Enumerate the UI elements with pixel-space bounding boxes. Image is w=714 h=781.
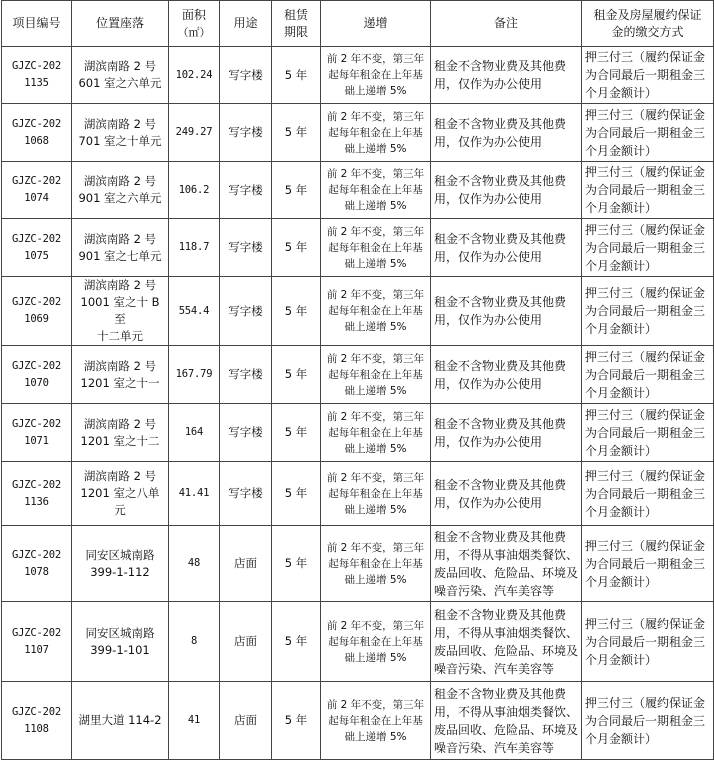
increase-cell: 前 2 年不变，第三年起每年租金在上年基础上递增 5% [321, 462, 431, 526]
project-code-prefix: GJZC-202 [12, 548, 61, 561]
table-row [2, 162, 714, 219]
table-row [2, 682, 714, 760]
project-code-suffix: 1078 [24, 565, 49, 578]
remark-cell: 租金不含物业费及其他费用，不得从事油烟类餐饮、废品回收、危险品、环境及噪音污染、汽车美容等 [431, 682, 582, 760]
increase-cell: 前 2 年不变，第三年起每年租金在上年基础上递增 5% [321, 526, 431, 602]
header-deposit: 租金及房屋履约保证金的缴交方式 [582, 1, 714, 47]
area-cell: 118.7 [169, 219, 220, 277]
location-line-2: 399-1-101 [90, 642, 150, 657]
location-line-3: 十二单元 [97, 329, 143, 343]
project-code-cell [2, 602, 72, 682]
remark-cell: 租金不含物业费及其他费用，仅作为办公使用 [431, 462, 582, 526]
deposit-cell: 押三付三（履约保证金为合同最后一期租金三个月金额计） [582, 346, 714, 404]
location-line-2: 701 室之十单元 [78, 133, 162, 148]
table-row [2, 404, 714, 462]
header-code: 项目编号 [2, 1, 72, 47]
project-code-suffix: 1069 [24, 313, 49, 325]
location-line-1: 湖滨南路 2 号 [83, 59, 157, 73]
location-line-2: 1201 室之十一 [80, 375, 160, 390]
usage-cell: 店面 [220, 602, 272, 682]
remark-cell: 租金不含物业费及其他费用，仅作为办公使用 [431, 219, 582, 277]
increase-cell: 前 2 年不变，第三年起每年租金在上年基础上递增 5% [321, 104, 431, 162]
table-row [2, 277, 714, 346]
deposit-cell: 押三付三（履约保证金为合同最后一期租金三个月金额计） [582, 162, 714, 219]
location-line-1: 湖滨南路 2 号 [83, 358, 157, 373]
usage-cell: 写字楼 [220, 104, 272, 162]
table-row [2, 346, 714, 404]
location-line-1: 湖滨南路 2 号 [83, 469, 157, 483]
location-cell [72, 682, 169, 760]
area-cell: 167.79 [169, 346, 220, 404]
area-cell: 48 [169, 526, 220, 602]
area-cell: 249.27 [169, 104, 220, 162]
term-cell: 5 年 [272, 404, 321, 462]
area-cell: 41.41 [169, 462, 220, 526]
project-code-cell [2, 404, 72, 462]
area-cell: 8 [169, 602, 220, 682]
table-row [2, 47, 714, 104]
project-code-prefix: GJZC-202 [12, 232, 61, 245]
location-line-1: 湖滨南路 2 号 [83, 416, 157, 431]
location-line-1: 同安区城南路 [85, 547, 155, 562]
term-cell: 5 年 [272, 104, 321, 162]
lease-table [1, 0, 714, 760]
area-cell: 41 [169, 682, 220, 760]
project-code-prefix: GJZC-202 [12, 705, 61, 718]
table-row [2, 602, 714, 682]
term-cell: 5 年 [272, 277, 321, 346]
header-remark: 备注 [431, 1, 582, 47]
header-row [2, 1, 714, 47]
location-line-1: 同安区城南路 [85, 625, 155, 640]
project-code-suffix: 1075 [24, 249, 49, 262]
project-code-suffix: 1108 [24, 722, 49, 735]
deposit-cell: 押三付三（履约保证金为合同最后一期租金三个月金额计） [582, 526, 714, 602]
term-cell: 5 年 [272, 219, 321, 277]
header-usage: 用途 [220, 1, 272, 47]
term-cell: 5 年 [272, 162, 321, 219]
location-cell [72, 404, 169, 462]
location-cell [72, 277, 169, 346]
project-code-cell [2, 346, 72, 404]
usage-cell: 写字楼 [220, 462, 272, 526]
term-cell: 5 年 [272, 346, 321, 404]
location-line-2: 399-1-112 [90, 564, 150, 579]
project-code-suffix: 1107 [24, 643, 49, 656]
usage-cell: 写字楼 [220, 162, 272, 219]
deposit-cell: 押三付三（履约保证金为合同最后一期租金三个月金额计） [582, 462, 714, 526]
increase-cell: 前 2 年不变，第三年起每年租金在上年基础上递增 5% [321, 346, 431, 404]
area-cell: 554.4 [169, 277, 220, 346]
location-cell [72, 346, 169, 404]
usage-cell: 写字楼 [220, 47, 272, 104]
term-cell: 5 年 [272, 682, 321, 760]
usage-cell: 店面 [220, 682, 272, 760]
location-cell [72, 462, 169, 526]
project-code-cell [2, 219, 72, 277]
deposit-cell: 押三付三（履约保证金为合同最后一期租金三个月金额计） [582, 47, 714, 104]
location-line-1: 湖里大道 114-2 [78, 713, 162, 727]
location-cell [72, 526, 169, 602]
location-cell [72, 219, 169, 277]
location-line-2: 1201 室之八单 [80, 486, 160, 500]
increase-cell: 前 2 年不变，第三年起每年租金在上年基础上递增 5% [321, 162, 431, 219]
location-cell [72, 602, 169, 682]
area-cell: 164 [169, 404, 220, 462]
project-code-prefix: GJZC-202 [12, 60, 61, 72]
deposit-cell: 押三付三（履约保证金为合同最后一期租金三个月金额计） [582, 682, 714, 760]
project-code-prefix: GJZC-202 [12, 417, 61, 430]
remark-cell: 租金不含物业费及其他费用，不得从事油烟类餐饮、废品回收、危险品、环境及噪音污染、汽车美容等 [431, 602, 582, 682]
term-cell: 5 年 [272, 526, 321, 602]
remark-cell: 租金不含物业费及其他费用，仅作为办公使用 [431, 47, 582, 104]
remark-cell: 租金不含物业费及其他费用，仅作为办公使用 [431, 404, 582, 462]
increase-cell: 前 2 年不变，第三年起每年租金在上年基础上递增 5% [321, 277, 431, 346]
table-row [2, 462, 714, 526]
location-line-2: 901 室之七单元 [78, 248, 162, 263]
location-line-1: 湖滨南路 2 号 [83, 231, 157, 246]
usage-cell: 写字楼 [220, 404, 272, 462]
header-term-line2: 期限 [283, 24, 308, 39]
project-code-prefix: GJZC-202 [12, 359, 61, 372]
area-cell: 106.2 [169, 162, 220, 219]
project-code-suffix: 1074 [24, 192, 49, 204]
project-code-cell [2, 104, 72, 162]
deposit-cell: 押三付三（履约保证金为合同最后一期租金三个月金额计） [582, 277, 714, 346]
deposit-cell: 押三付三（履约保证金为合同最后一期租金三个月金额计） [582, 219, 714, 277]
remark-cell: 租金不含物业费及其他费用，仅作为办公使用 [431, 277, 582, 346]
project-code-cell [2, 47, 72, 104]
increase-cell: 前 2 年不变，第三年起每年租金在上年基础上递增 5% [321, 682, 431, 760]
header-term [272, 1, 321, 47]
header-area-label: 面积 [181, 7, 206, 22]
usage-cell: 写字楼 [220, 277, 272, 346]
table-row [2, 526, 714, 602]
header-location: 位置座落 [72, 1, 169, 47]
location-line-2: 901 室之六单元 [78, 191, 162, 205]
table-body [2, 47, 714, 760]
remark-cell: 租金不含物业费及其他费用，仅作为办公使用 [431, 346, 582, 404]
table-row [2, 219, 714, 277]
term-cell: 5 年 [272, 602, 321, 682]
project-code-cell [2, 526, 72, 602]
location-cell [72, 47, 169, 104]
project-code-prefix: GJZC-202 [12, 478, 61, 491]
project-code-suffix: 1071 [24, 434, 49, 447]
usage-cell: 店面 [220, 526, 272, 602]
location-line-1: 湖滨南路 2 号 [83, 116, 157, 131]
remark-cell: 租金不含物业费及其他费用，不得从事油烟类餐饮、废品回收、危险品、环境及噪音污染、汽车美容等 [431, 526, 582, 602]
location-line-2: 601 室之六单元 [78, 76, 162, 90]
remark-cell: 租金不含物业费及其他费用，仅作为办公使用 [431, 104, 582, 162]
deposit-cell: 押三付三（履约保证金为合同最后一期租金三个月金额计） [582, 104, 714, 162]
term-cell: 5 年 [272, 47, 321, 104]
location-cell [72, 162, 169, 219]
usage-cell: 写字楼 [220, 346, 272, 404]
header-area-unit: （㎡） [177, 25, 211, 39]
project-code-cell [2, 682, 72, 760]
project-code-prefix: GJZC-202 [12, 175, 61, 187]
increase-cell: 前 2 年不变，第三年起每年租金在上年基础上递增 5% [321, 219, 431, 277]
usage-cell: 写字楼 [220, 219, 272, 277]
project-code-prefix: GJZC-202 [12, 626, 61, 639]
project-code-prefix: GJZC-202 [12, 117, 61, 130]
project-code-cell [2, 162, 72, 219]
term-cell: 5 年 [272, 462, 321, 526]
header-area [169, 1, 220, 47]
header-term-line1: 租赁 [283, 7, 308, 22]
location-cell [72, 104, 169, 162]
increase-cell: 前 2 年不变，第三年起每年租金在上年基础上递增 5% [321, 47, 431, 104]
project-code-suffix: 1068 [24, 134, 49, 147]
table-row [2, 104, 714, 162]
remark-cell: 租金不含物业费及其他费用，仅作为办公使用 [431, 162, 582, 219]
increase-cell: 前 2 年不变，第三年起每年租金在上年基础上递增 5% [321, 602, 431, 682]
location-line-1: 湖滨南路 2 号 [83, 174, 157, 188]
deposit-cell: 押三付三（履约保证金为合同最后一期租金三个月金额计） [582, 602, 714, 682]
project-code-cell [2, 277, 72, 346]
project-code-suffix: 1136 [24, 495, 49, 508]
location-line-3: 元 [114, 503, 126, 517]
project-code-cell [2, 462, 72, 526]
project-code-suffix: 1070 [24, 376, 49, 389]
header-increase: 递增 [321, 1, 431, 47]
project-code-suffix: 1135 [24, 77, 49, 89]
area-cell: 102.24 [169, 47, 220, 104]
location-line-2: 1201 室之十二 [80, 433, 160, 448]
increase-cell: 前 2 年不变，第三年起每年租金在上年基础上递增 5% [321, 404, 431, 462]
location-line-2: 1001 室之十 B 至 [80, 295, 160, 326]
deposit-cell: 押三付三（履约保证金为合同最后一期租金三个月金额计） [582, 404, 714, 462]
location-line-1: 湖滨南路 2 号 [83, 278, 157, 292]
project-code-prefix: GJZC-202 [12, 296, 61, 308]
